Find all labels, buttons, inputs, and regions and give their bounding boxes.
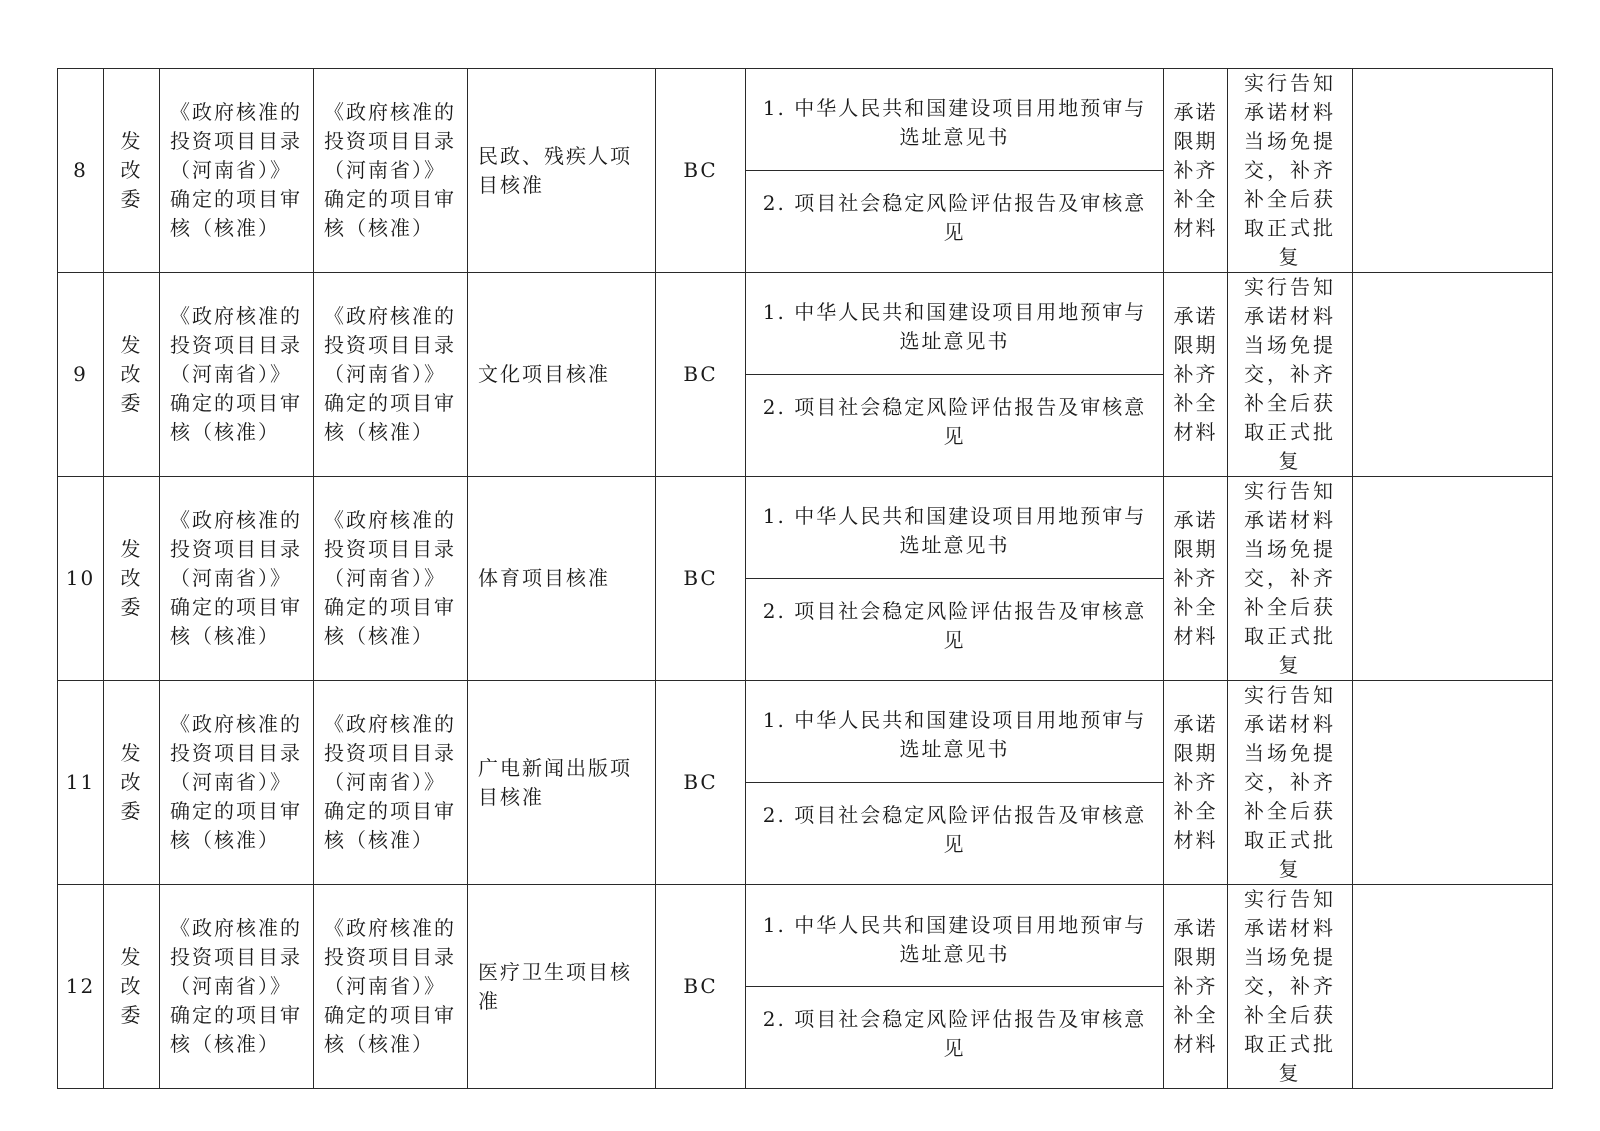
- basis-cell: [160, 69, 314, 273]
- materials-cell: [746, 273, 1164, 477]
- row-number: 12: [58, 885, 104, 1089]
- material-item: 2. 项目社会稳定风险评估报告及审核意见: [746, 782, 1163, 877]
- material-item: 1. 中华人民共和国建设项目用地预审与选址意见书: [762, 300, 1147, 354]
- basis-cell: [160, 681, 314, 885]
- mode-cell: [1228, 69, 1353, 273]
- item-type: BC: [656, 477, 746, 681]
- department-cell: [104, 681, 160, 885]
- material-item: 2. 项目社会稳定风险评估报告及审核意见: [746, 374, 1163, 469]
- table-row: [58, 477, 1553, 681]
- promise: 承诺限期补齐补全材料: [1173, 100, 1218, 240]
- materials-cell: [746, 69, 1164, 273]
- materials-cell: [746, 885, 1164, 1089]
- promise-cell: [1164, 273, 1228, 477]
- material-item: 2. 项目社会稳定风险评估报告及审核意见: [746, 986, 1163, 1080]
- item-name: 民政、残疾人项目核准: [468, 69, 656, 273]
- material-item: 1. 中华人民共和国建设项目用地预审与选址意见书: [762, 708, 1147, 762]
- mode-cell: [1228, 681, 1353, 885]
- promise: 承诺限期补齐补全材料: [1173, 508, 1218, 648]
- item-type: BC: [656, 885, 746, 1089]
- basis: 《政府核准的投资项目目录（河南省）》确定的项目审核（核准）: [170, 304, 302, 444]
- basis: 《政府核准的投资项目目录（河南省）》确定的项目审核（核准）: [170, 100, 302, 240]
- mode-cell: [1228, 885, 1353, 1089]
- promise-cell: [1164, 681, 1228, 885]
- department-cell: [104, 885, 160, 1089]
- row-number: 11: [58, 681, 104, 885]
- department-cell: [104, 477, 160, 681]
- basis-detail: 《政府核准的投资项目目录（河南省）》确定的项目审核（核准）: [324, 100, 456, 240]
- promise: 承诺限期补齐补全材料: [1173, 712, 1218, 852]
- basis-detail: 《政府核准的投资项目目录（河南省）》确定的项目审核（核准）: [324, 916, 456, 1056]
- basis-detail-cell: [314, 69, 468, 273]
- item-name: 医疗卫生项目核准: [468, 885, 656, 1089]
- basis-detail-cell: [314, 273, 468, 477]
- table-row: [58, 681, 1553, 885]
- material-item: 1. 中华人民共和国建设项目用地预审与选址意见书: [762, 912, 1147, 966]
- promise-cell: [1164, 477, 1228, 681]
- material-item: 2. 项目社会稳定风险评估报告及审核意见: [746, 578, 1163, 673]
- basis-detail: 《政府核准的投资项目目录（河南省）》确定的项目审核（核准）: [324, 508, 456, 648]
- promise: 承诺限期补齐补全材料: [1173, 916, 1218, 1056]
- mode-cell: [1228, 477, 1353, 681]
- material-item: 1. 中华人民共和国建设项目用地预审与选址意见书: [762, 96, 1147, 150]
- department-cell: [104, 273, 160, 477]
- basis-detail-cell: [314, 681, 468, 885]
- item-type: BC: [656, 69, 746, 273]
- basis-detail-cell: [314, 885, 468, 1089]
- mode: 实行告知承诺材料当场免提交，补齐补全后获取正式批复: [1244, 275, 1336, 473]
- department: 发改委: [120, 945, 143, 1027]
- note-cell: [1353, 477, 1553, 681]
- table-row: [58, 273, 1553, 477]
- note-cell: [1353, 273, 1553, 477]
- department: 发改委: [120, 129, 143, 211]
- mode: 实行告知承诺材料当场免提交，补齐补全后获取正式批复: [1244, 683, 1336, 881]
- item-type: BC: [656, 681, 746, 885]
- basis-detail-cell: [314, 477, 468, 681]
- department: 发改委: [120, 537, 143, 619]
- table-row: [58, 69, 1553, 273]
- mode: 实行告知承诺材料当场免提交，补齐补全后获取正式批复: [1244, 887, 1336, 1085]
- basis-detail: 《政府核准的投资项目目录（河南省）》确定的项目审核（核准）: [324, 712, 456, 852]
- material-item: 2. 项目社会稳定风险评估报告及审核意见: [746, 170, 1163, 265]
- department: 发改委: [120, 741, 143, 823]
- mode: 实行告知承诺材料当场免提交，补齐补全后获取正式批复: [1244, 479, 1336, 677]
- department: 发改委: [120, 333, 143, 415]
- material-item: 1. 中华人民共和国建设项目用地预审与选址意见书: [762, 504, 1147, 558]
- note-cell: [1353, 681, 1553, 885]
- table-row: [58, 885, 1553, 1089]
- note-cell: [1353, 885, 1553, 1089]
- basis: 《政府核准的投资项目目录（河南省）》确定的项目审核（核准）: [170, 916, 302, 1056]
- department-cell: [104, 69, 160, 273]
- mode: 实行告知承诺材料当场免提交，补齐补全后获取正式批复: [1244, 71, 1336, 269]
- basis-cell: [160, 273, 314, 477]
- approval-items-table: [57, 68, 1553, 1089]
- materials-cell: [746, 477, 1164, 681]
- basis-detail: 《政府核准的投资项目目录（河南省）》确定的项目审核（核准）: [324, 304, 456, 444]
- basis-cell: [160, 885, 314, 1089]
- row-number: 9: [58, 273, 104, 477]
- materials-cell: [746, 681, 1164, 885]
- item-name: 文化项目核准: [468, 273, 656, 477]
- row-number: 8: [58, 69, 104, 273]
- item-name: 广电新闻出版项目核准: [468, 681, 656, 885]
- basis: 《政府核准的投资项目目录（河南省）》确定的项目审核（核准）: [170, 712, 302, 852]
- row-number: 10: [58, 477, 104, 681]
- basis-cell: [160, 477, 314, 681]
- basis: 《政府核准的投资项目目录（河南省）》确定的项目审核（核准）: [170, 508, 302, 648]
- promise-cell: [1164, 69, 1228, 273]
- item-type: BC: [656, 273, 746, 477]
- mode-cell: [1228, 273, 1353, 477]
- promise: 承诺限期补齐补全材料: [1173, 304, 1218, 444]
- promise-cell: [1164, 885, 1228, 1089]
- note-cell: [1353, 69, 1553, 273]
- item-name: 体育项目核准: [468, 477, 656, 681]
